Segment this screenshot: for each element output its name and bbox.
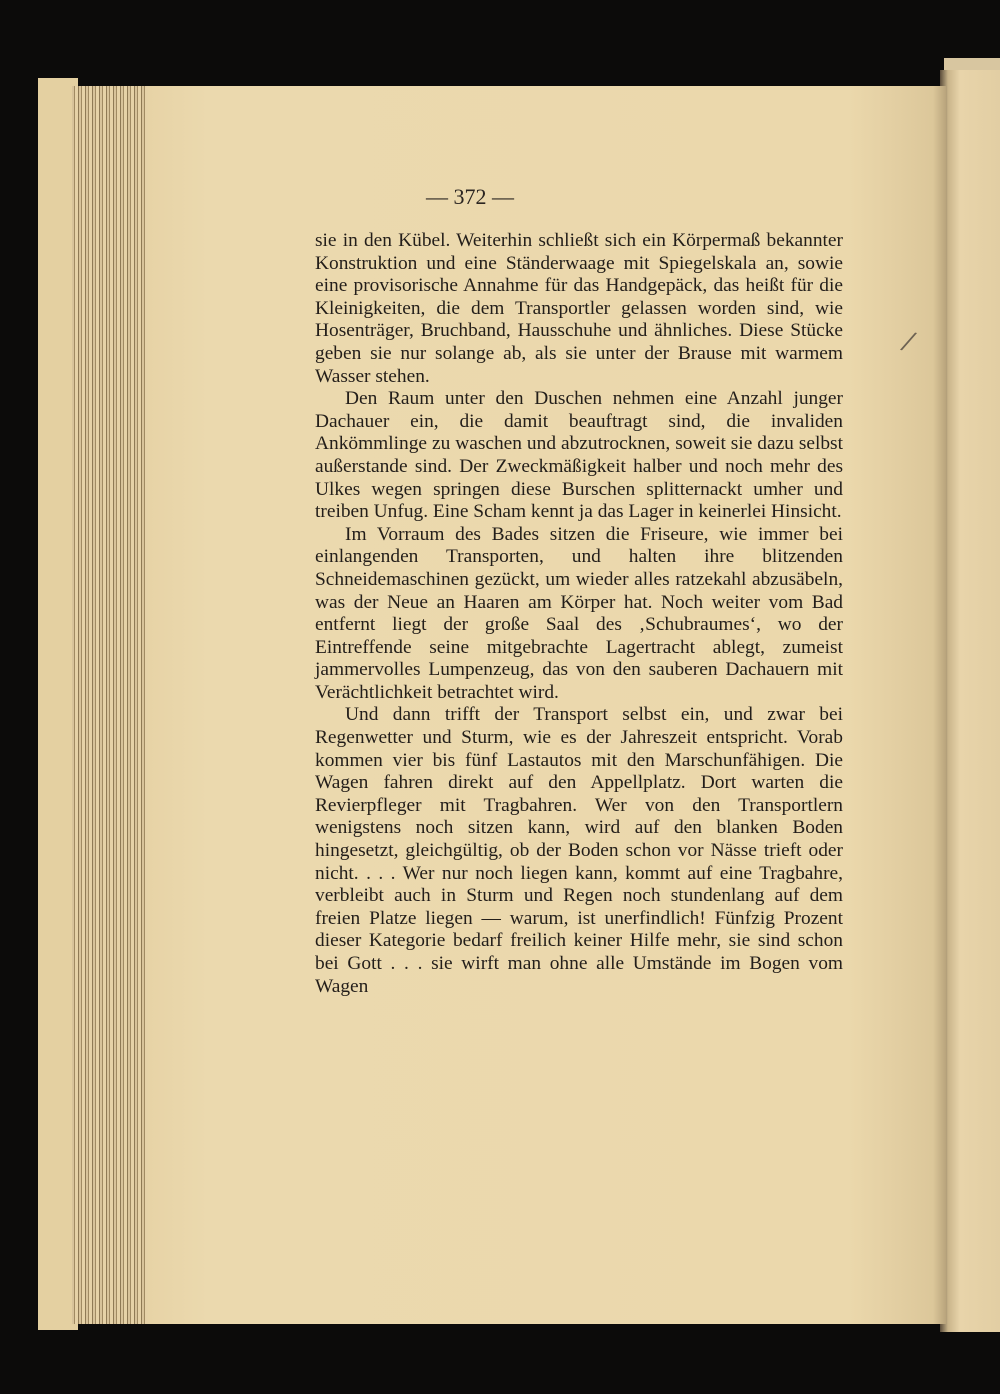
page-body-text <box>315 230 843 998</box>
paragraph-2: Den Raum unter den Duschen nehmen eine Anzahl junger Dachauer ein, die damit beauftragt sind, die invaliden Ankömmlinge zu waschen und abzutrocknen, soweit sie dazu selbst außerstande sind. Der Zweckmäßigkeit halber und noch mehr des Ulkes wegen springen diese Burschen splitternackt umher und treiben Unfug. Eine Scham kennt ja das Lager in keinerlei Hinsicht. <box>315 388 843 523</box>
page-number: — 372 — <box>426 184 514 209</box>
paragraph-4: Und dann trifft der Transport selbst ein, und zwar bei Regenwetter und Sturm, wie es der Jahreszeit entspricht. Vorab kommen vier bis fünf Lastautos mit den Marschunfähigen. Die Wagen fahren direkt auf den Appellplatz. Dort warten die Revierpfleger mit Tragbahren. Wer von den Transportlern wenigstens noch sitzen kann, wird auf den blanken Boden hingesetzt, gleichgültig, ob der Boden schon vor Nässe trieft oder nicht. . . . Wer nur noch liegen kann, kommt auf eine Tragbahre, verbleibt auch in Sturm und Regen noch stundenlang auf dem freien Platze liegen — warum, ist unerfindlich! Fünfzig Prozent dieser Kategorie bedarf freilich keiner Hilfe mehr, sie sind schon bei Gott . . . sie wirft man ohne alle Umstände im Bogen vom Wagen <box>315 704 843 997</box>
facing-page <box>940 70 1000 1332</box>
paragraph-3: Im Vorraum des Bades sitzen die Friseure, wie immer bei einlangenden Transporten, und halten ihre blitzenden Schneidemaschinen gezückt, um wieder alles ratzekahl abzusäbeln, was der Neue an Haaren am Körper hat. Noch weiter vom Bad entfernt liegt der große Saal des ‚Schubraumes‘, wo der Eintreffende seine mitgebrachte Lagertracht ablegt, zumeist jammervolles Lumpenzeug, das von den sauberen Dachauern mit Verächtlichkeit betrachtet wird. <box>315 523 843 703</box>
paragraph-1: sie in den Kübel. Weiterhin schließt sich ein Körpermaß bekannter Konstruktion und eine Ständerwaage mit Spiegelskala an, sowie eine provisorische Annahme für das Handgepäck, das heißt für die Kleinigkeiten, die dem Transportler gelassen worden sind, wie Hosenträger, Bruchband, Hausschuhe und ähnliches. Diese Stücke geben sie nur solange ab, als sie unter der Brause mit warmem Wasser stehen. <box>315 230 843 387</box>
pencil-mark-icon: ⁄ <box>903 327 913 358</box>
